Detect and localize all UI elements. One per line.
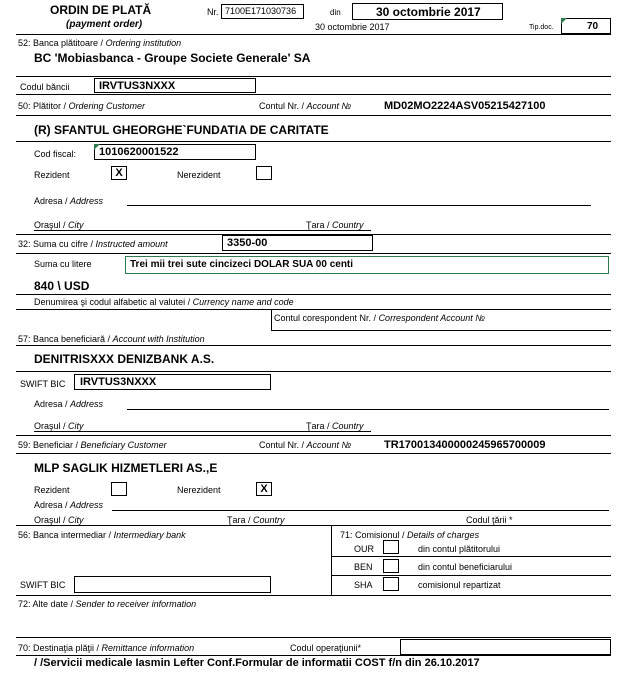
country-label: Ţara / Country (227, 515, 285, 525)
tipdoc-value: 70 (587, 21, 599, 32)
bank-code-value: IRVTUS3NXXX (99, 80, 176, 92)
country-code-label: Codul ţării * (466, 515, 513, 525)
bank-code-field[interactable] (94, 78, 256, 93)
divider (16, 253, 611, 254)
fiscal-code-value: 1010620001522 (99, 146, 179, 158)
ordering-account-value: MD02MO2224ASV05215427100 (384, 100, 546, 112)
operation-code-field[interactable] (400, 639, 611, 655)
city-line[interactable] (34, 431, 371, 432)
correspondent-label: Contul corespondent Nr. / Correspondent Account № (274, 313, 486, 323)
remittance-value: / /Servicii medicale Iasmin Lefter Conf.Formular de informatii COST f/n din 26.10.2017 (34, 657, 480, 669)
address-label: Adresa / Address (34, 196, 104, 206)
divider (16, 371, 611, 372)
beneficiary-account-value: TR170013400000245965700009 (384, 439, 546, 451)
ordering-customer-label: 50: Plătitor / Ordering Customer (18, 101, 146, 111)
beneficiary-name: MLP SAGLIK HIZMETLERI AS.,E (34, 461, 218, 475)
divider (16, 525, 611, 526)
charges-sha-checkbox[interactable] (383, 577, 399, 591)
city-label: Oraşul / City (34, 421, 84, 431)
divider (16, 453, 611, 454)
charges-our-checkbox[interactable] (383, 540, 399, 554)
address-line[interactable] (112, 510, 609, 511)
currency-value: 840 \ USD (34, 279, 90, 293)
ordering-customer-name: (R) SFANTUL GHEORGHE`FUNDATIA DE CARITATE (34, 123, 329, 137)
divider (16, 595, 611, 596)
beneficiary-label: 59: Beneficiar / Beneficiary Customer (18, 440, 167, 450)
form-subtitle: (payment order) (66, 19, 143, 30)
nr-value: 7100E171030736 (225, 6, 297, 16)
date-field[interactable] (352, 3, 503, 20)
intermediary-label: 56: Banca intermediar / Intermediary bank (18, 530, 186, 540)
resident-checkbox[interactable]: X (111, 166, 127, 180)
charges-label: 71: Comisionul / Details of charges (340, 530, 480, 540)
charges-option-ben-code: BEN (354, 562, 373, 572)
divider (271, 330, 611, 331)
resident-label: Rezident (34, 485, 70, 495)
charges-option-sha-text: comisionul repartizat (418, 580, 501, 590)
operation-code-label: Codul operaţiunii* (290, 643, 362, 653)
field-marker-icon (561, 18, 567, 24)
divider (16, 94, 611, 95)
swift-value: IRVTUS3NXXX (80, 376, 157, 388)
address-label: Adresa / Address (34, 500, 104, 510)
field-marker-icon (94, 144, 100, 150)
amount-value: 3350-00 (227, 237, 268, 249)
charges-option-our-code: OUR (354, 544, 374, 554)
remittance-label: 70: Destinaţia plăţii / Remittance information (18, 643, 195, 653)
amount-words-value: Trei mii trei sute cincizeci DOLAR SUA 00 centi (130, 259, 354, 270)
divider (16, 435, 611, 436)
tipdoc-field[interactable] (561, 18, 611, 34)
bank-code-label: Codul băncii (20, 82, 70, 92)
country-label: Ţara / Country (306, 421, 364, 431)
ordering-bank-name: BC 'Mobiasbanca - Groupe Societe Generale' SA (34, 51, 311, 65)
nonresident-label: Nerezident (177, 170, 221, 180)
divider (271, 309, 272, 330)
intermediary-swift-label: SWIFT BIC (20, 580, 66, 590)
ordering-bank-label: 52: Banca plătitoare / Ordering institution (18, 38, 182, 48)
nr-label: Nr. (207, 7, 219, 17)
form-title: ORDIN DE PLATĂ (50, 3, 152, 17)
charges-ben-checkbox[interactable] (383, 559, 399, 573)
city-line[interactable] (34, 230, 371, 231)
divider (331, 575, 611, 576)
resident-label: Rezident (34, 170, 70, 180)
tipdoc-label: Tip.doc. (529, 24, 554, 31)
intermediary-swift-field[interactable] (74, 576, 271, 593)
divider (16, 345, 611, 346)
date-value: 30 octombrie 2017 (376, 5, 481, 19)
date-small: 30 octombrie 2017 (315, 22, 390, 32)
divider (16, 637, 611, 638)
fiscal-code-label: Cod fiscal: (34, 149, 77, 159)
address-line[interactable] (127, 205, 591, 206)
divider (16, 309, 611, 310)
swift-field[interactable] (74, 374, 271, 390)
address-line[interactable] (127, 409, 609, 410)
amount-label: 32: Suma cu cifre / Instructed amount (18, 239, 168, 249)
divider (331, 556, 611, 557)
currency-label: Denumirea şi codul alfabetic al valutei / Currency name and code (34, 297, 294, 307)
resident-checkbox[interactable] (111, 482, 127, 496)
charges-option-our-text: din contul plătitorului (418, 544, 501, 554)
fiscal-code-field[interactable] (94, 144, 256, 160)
divider (16, 655, 611, 656)
beneficiary-bank-name: DENITRISXXX DENIZBANK A.S. (34, 352, 215, 366)
ordering-account-label: Contul Nr. / Account № (259, 101, 352, 111)
nonresident-checkbox[interactable]: X (256, 482, 272, 496)
address-label: Adresa / Address (34, 399, 104, 409)
divider (16, 141, 611, 142)
charges-option-ben-text: din contul beneficiarului (418, 562, 513, 572)
divider (16, 34, 611, 35)
nonresident-label: Nerezident (177, 485, 221, 495)
divider (16, 115, 611, 116)
nonresident-checkbox[interactable] (256, 166, 272, 180)
other-info-label: 72: Alte date / Sender to receiver information (18, 599, 197, 609)
beneficiary-bank-label: 57: Banca beneficiară / Account with Institution (18, 334, 205, 344)
amount-words-label: Suma cu litere (34, 259, 92, 269)
city-label: Oraşul / City (34, 515, 84, 525)
divider (16, 294, 611, 295)
swift-label: SWIFT BIC (20, 379, 66, 389)
amount-words-field[interactable] (125, 256, 609, 274)
charges-option-sha-code: SHA (354, 580, 373, 590)
city-label: Oraşul / City (34, 220, 84, 230)
din-label: din (330, 8, 341, 17)
amount-field[interactable] (222, 235, 373, 251)
beneficiary-account-label: Contul Nr. / Account № (259, 440, 352, 450)
nr-field[interactable] (221, 4, 304, 19)
divider (331, 525, 332, 595)
divider (16, 76, 611, 77)
country-label: Ţara / Country (306, 220, 364, 230)
